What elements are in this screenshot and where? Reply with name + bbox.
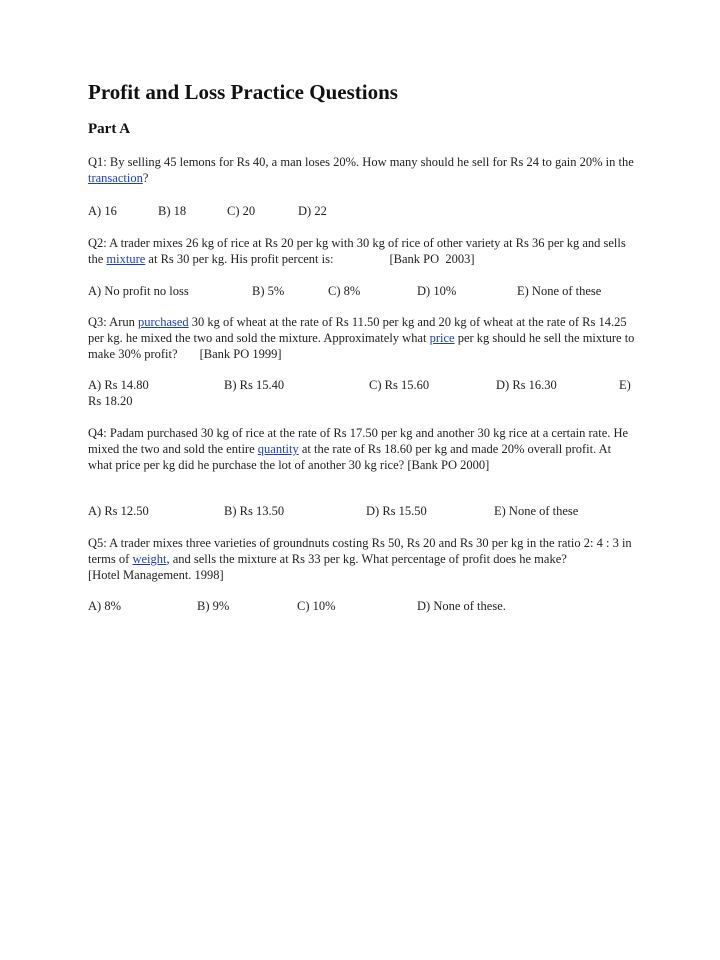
question-label: Q2:: [88, 236, 107, 250]
option-e: E) None of these: [494, 504, 579, 518]
question-text: per kg should he sell the mixture to make 30% profit?: [88, 331, 635, 362]
question-text: ?: [142, 171, 149, 186]
option-e: E): [619, 378, 631, 392]
question-label: Q1:: [88, 155, 107, 169]
question-text: at Rs 30 per kg. His profit percent is:: [145, 252, 334, 267]
link-transaction[interactable]: transaction: [88, 171, 143, 186]
question-2: [88, 235, 636, 267]
option-b: B) 9%: [197, 599, 230, 613]
document-title: Profit and Loss Practice Questions: [88, 80, 398, 104]
question-4: [88, 425, 636, 474]
option-d: D) Rs 15.50: [366, 504, 427, 518]
question-source: [Bank PO 2003]: [389, 252, 475, 267]
question-5: [88, 535, 636, 584]
link-weight[interactable]: weight: [132, 552, 167, 567]
question-2-options: [88, 283, 636, 301]
option-e: E) None of these: [517, 284, 602, 298]
question-text: A trader mixes 26 kg of rice at Rs 20 per kg with 30 kg of rice of other variety at Rs 36 per kg and sells the: [88, 236, 626, 267]
question-source: [Bank PO 2000]: [407, 458, 490, 473]
option-d: D) 10%: [417, 284, 457, 298]
option-b: B) 18: [158, 204, 187, 218]
link-price[interactable]: price: [429, 331, 455, 346]
question-text: Arun: [106, 315, 138, 329]
section-heading: Part A: [88, 121, 131, 137]
option-a: A) Rs 14.80: [88, 378, 149, 392]
question-3: [88, 314, 636, 363]
question-source: [Bank PO 1999]: [199, 347, 282, 362]
question-text: , and sells the mixture at Rs 33 per kg. What percentage of profit does he make?: [166, 552, 567, 567]
link-purchased[interactable]: purchased: [138, 315, 189, 329]
option-c: C) 10%: [297, 599, 336, 613]
link-quantity[interactable]: quantity: [257, 442, 299, 457]
option-c: C) 20: [227, 204, 256, 218]
option-b: B) Rs 13.50: [224, 504, 285, 518]
question-source: [Hotel Management. 1998]: [88, 568, 224, 583]
option-d: D) 22: [298, 204, 327, 218]
question-label: Q5:: [88, 536, 107, 550]
question-3-options-wrap: [88, 393, 636, 411]
question-text: 30 kg of wheat at the rate of Rs 11.50 per kg and 20 kg of wheat at the rate of Rs 14.25 per kg. he mixed the two and sold the mixture. Approximately what: [88, 315, 627, 346]
question-4-options: [88, 503, 636, 521]
option-a: A) 8%: [88, 599, 121, 613]
option-e-value: Rs 18.20: [88, 394, 133, 408]
question-label: Q4:: [88, 426, 107, 440]
option-d: D) None of these.: [417, 599, 506, 613]
link-mixture[interactable]: mixture: [106, 252, 146, 267]
question-text: By selling 45 lemons for Rs 40, a man loses 20%. How many should he sell for Rs 24 to gain 20% in the: [106, 155, 634, 169]
option-d: D) Rs 16.30: [496, 378, 557, 392]
question-5-options: [88, 598, 636, 616]
question-1: [88, 154, 636, 186]
option-c: C) Rs 15.60: [369, 378, 430, 392]
option-b: B) 5%: [252, 284, 285, 298]
question-label: Q3:: [88, 315, 107, 329]
question-text: at the rate of Rs 18.60 per kg and made 20% overall profit. At what price per kg did he purchase the lot of another 30 kg rice?: [88, 442, 612, 473]
question-text: Padam purchased 30 kg of rice at the rate of Rs 17.50 per kg and another 30 kg rice at a certain rate. He mixed the two and sold the entire: [88, 426, 629, 457]
option-a: A) Rs 12.50: [88, 504, 149, 518]
option-b: B) Rs 15.40: [224, 378, 285, 392]
option-c: C) 8%: [328, 284, 361, 298]
question-1-options: [88, 203, 636, 221]
option-a: A) 16: [88, 204, 117, 218]
question-text: A trader mixes three varieties of groundnuts costing Rs 50, Rs 20 and Rs 30 per kg in the ratio 2: 4 : 3 in terms of: [88, 536, 632, 567]
option-a: A) No profit no loss: [88, 284, 189, 298]
